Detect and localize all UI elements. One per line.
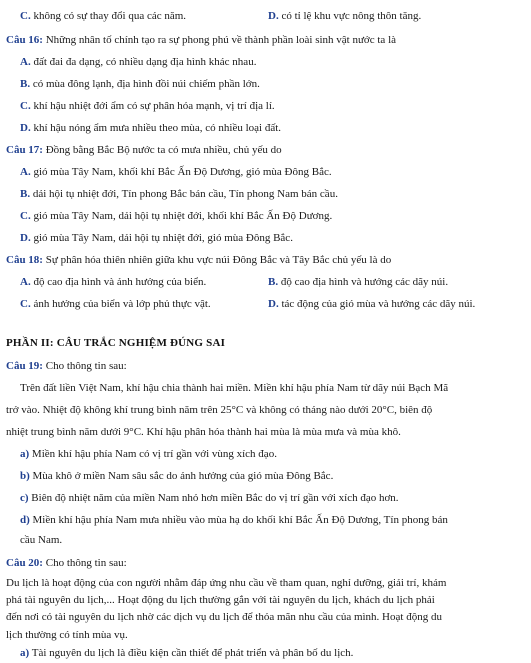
q17-option-b xyxy=(20,187,338,202)
question-number: Câu 20: xyxy=(6,557,43,569)
q19-statement-b xyxy=(20,469,333,484)
option-letter: C. xyxy=(20,100,31,112)
option-letter: A. xyxy=(20,276,31,288)
q19-passage-line-3: nhiệt trung bình năm dưới 9°C. Khí hậu phân hóa thành hai mùa là mùa mưa và mùa khô. xyxy=(6,426,401,438)
question-text: Sự phân hóa thiên nhiên giữa khu vực núi Đông Bắc và Tây Bắc chủ yếu là do xyxy=(45,254,392,266)
statement-text: Tài nguyên du lịch là điều kiện cần thiết để phát triển và phân bố du lịch. xyxy=(29,647,354,659)
option-letter: D. xyxy=(20,232,31,244)
option-letter: D. xyxy=(268,298,279,310)
q20-passage-line-3: đến nơi có tài nguyên du lịch nhờ các dịch vụ du lịch để thỏa mãn nhu cầu của mình. Hoạt động du xyxy=(6,611,442,623)
question-text: Những nhân tố chính tạo ra sự phong phú về thành phần loài sinh vật nước ta là xyxy=(45,34,397,46)
option-text: khí hậu nhiệt đới ẩm có sự phân hóa mạnh, vị trí địa lí. xyxy=(33,100,275,112)
option-c-prev xyxy=(20,9,186,24)
question-number: Câu 18: xyxy=(6,254,43,266)
q20-statement-a xyxy=(20,646,353,661)
option-letter: D. xyxy=(20,122,31,134)
option-letter: D. xyxy=(268,10,279,22)
statement-text: Biên độ nhiệt năm của miền Nam nhỏ hơn miền Bắc do vị trí gần với xích đạo hơn. xyxy=(31,492,399,504)
statement-text: Miền khí hậu phía Nam mưa nhiều vào mùa hạ do khối khí Bắc Ấn Độ Dương, Tín phong bán xyxy=(32,514,448,526)
statement-letter: c) xyxy=(20,492,29,504)
option-letter: A. xyxy=(20,56,31,68)
option-letter: A. xyxy=(20,166,31,178)
option-letter: B. xyxy=(20,188,31,200)
question-text: Cho thông tin sau: xyxy=(45,557,127,569)
q20-passage-line-4: lịch thường có tính mùa vụ. xyxy=(6,629,128,641)
q17-option-a xyxy=(20,165,332,180)
question-number: Câu 16: xyxy=(6,34,43,46)
question-20 xyxy=(6,556,127,571)
q19-statement-d-continued: cầu Nam. xyxy=(20,534,63,546)
statement-letter: a) xyxy=(20,647,30,659)
statement-letter: d) xyxy=(20,514,30,526)
question-text: Cho thông tin sau: xyxy=(45,360,127,372)
q16-option-a xyxy=(20,55,256,70)
q17-option-c xyxy=(20,209,332,224)
q20-passage-line-2: phá tài nguyên du lịch,... Hoạt động du lịch thường gắn với tài nguyên du lịch, khách du lịch phải xyxy=(6,594,435,606)
option-text: độ cao địa hình và hướng các dãy núi. xyxy=(280,276,449,288)
q16-option-b xyxy=(20,77,260,92)
option-d-prev xyxy=(268,9,421,24)
option-letter: C. xyxy=(20,298,31,310)
question-number: Câu 17: xyxy=(6,144,43,156)
statement-letter: a) xyxy=(20,448,30,460)
statement-text: Miền khí hậu phía Nam có vị trí gần với vùng xích đạo. xyxy=(31,448,277,460)
question-19 xyxy=(6,359,127,374)
q19-statement-c xyxy=(20,491,399,506)
q16-option-d xyxy=(20,121,281,136)
statement-text: Mùa khô ở miền Nam sâu sắc do ảnh hưởng của gió mùa Đông Bắc. xyxy=(32,470,334,482)
option-letter: C. xyxy=(20,210,31,222)
question-text: Đồng bằng Bắc Bộ nước ta có mưa nhiều, chủ yếu do xyxy=(45,144,282,156)
q19-statement-a xyxy=(20,447,277,462)
q18-option-b xyxy=(268,275,448,290)
option-text: ảnh hưởng của biển và lớp phủ thực vật. xyxy=(33,298,211,310)
option-text: khí hậu nóng ẩm mưa nhiều theo mùa, có nhiều loại đất. xyxy=(33,122,282,134)
q19-passage-line-1: Trên đất liền Việt Nam, khí hậu chia thành hai miền. Miền khí hậu phía Nam từ dãy núi Bạch Mã xyxy=(20,382,449,394)
q20-passage-line-1: Du lịch là hoạt động của con người nhằm đáp ứng nhu cầu về tham quan, nghỉ dưỡng, giải trí, khám xyxy=(6,577,447,589)
question-16 xyxy=(6,33,396,48)
option-text: không có sự thay đổi qua các năm. xyxy=(33,10,187,22)
option-text: gió mùa Tây Nam, khối khí Bắc Ấn Độ Dương, gió mùa Đông Bắc. xyxy=(33,166,332,178)
section-heading: PHẦN II: CÂU TRẮC NGHIỆM ĐÚNG SAI xyxy=(6,337,226,349)
option-letter: C. xyxy=(20,10,31,22)
option-letter: B. xyxy=(268,276,279,288)
question-18 xyxy=(6,253,391,268)
option-text: có tỉ lệ khu vực nông thôn tăng. xyxy=(281,10,422,22)
option-text: tác động của gió mùa và hướng các dãy núi. xyxy=(281,298,476,310)
option-text: độ cao địa hình và ảnh hưởng của biển. xyxy=(33,276,207,288)
option-text: dải hội tụ nhiệt đới, Tín phong Bắc bán cầu, Tín phong Nam bán cầu. xyxy=(32,188,338,200)
option-letter: B. xyxy=(20,78,31,90)
question-number: Câu 19: xyxy=(6,360,43,372)
option-text: gió mùa Tây Nam, dải hội tụ nhiệt đới, gió mùa Đông Bắc. xyxy=(33,232,293,244)
question-17 xyxy=(6,143,282,158)
q18-option-c xyxy=(20,297,211,312)
q18-option-a xyxy=(20,275,206,290)
option-text: đất đai đa dạng, có nhiều dạng địa hình khác nhau. xyxy=(33,56,257,68)
option-text: gió mùa Tây Nam, dải hội tụ nhiệt đới, khối khí Bắc Ấn Độ Dương. xyxy=(33,210,333,222)
q16-option-c xyxy=(20,99,275,114)
statement-letter: b) xyxy=(20,470,30,482)
q19-passage-line-2: trở vào. Nhiệt độ không khí trung bình năm trên 25°C và không có tháng nào dưới 20°C, biên độ xyxy=(6,404,433,416)
option-text: có mùa đông lạnh, địa hình đồi núi chiếm phần lớn. xyxy=(32,78,260,90)
q19-statement-d xyxy=(20,513,448,528)
q17-option-d xyxy=(20,231,293,246)
q18-option-d xyxy=(268,297,475,312)
